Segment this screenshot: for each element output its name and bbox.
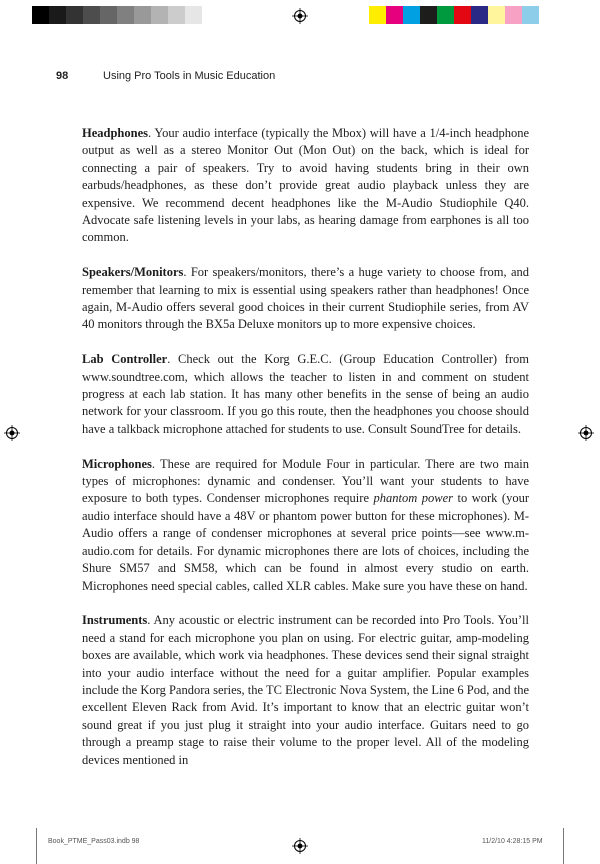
gray-swatch xyxy=(66,6,83,24)
gray-swatch xyxy=(185,6,202,24)
registration-mark-icon xyxy=(292,8,308,24)
gray-swatch xyxy=(202,6,219,24)
crop-mark xyxy=(563,828,564,864)
run-in-heading: Lab Controller xyxy=(82,352,168,367)
run-in-heading: Instruments xyxy=(82,613,148,628)
paragraph-text: . Your audio interface (typically the Mbox) will have a 1/4-inch headphone output as well as a stereo Monitor Out (Mon Out) on the back, which is ideal for connecting a pair of speakers. Try to avoid having students bring in their own earbuds/headphones, as these don’t provide great audio playback unless they are expensive. We recommend decent headphones like the M-Audio Studiophile Q40. Advocate safe listening levels in your labs, as hearing damage from earphones is all too common. xyxy=(82,126,529,245)
gray-swatch xyxy=(151,6,168,24)
color-swatch xyxy=(522,6,539,24)
color-swatch xyxy=(539,6,556,24)
paragraph-text: . For speakers/monitors, there’s a huge variety to choose from, and remember that learning to mix is essential using speakers rather than headphones! Once again, M-Audio offers several good choices in their current Studiophile series, from AV 40 monitors through the BX5a Deluxe monitors up to more expensive choices. xyxy=(82,265,529,332)
registration-mark-icon xyxy=(4,425,20,441)
paragraph-text: . These are required for Module Four in particular. There are two main types of microphones: dynamic and condenser. You’ll want your students to have exposure to both types. Condenser microphones require xyxy=(82,456,529,506)
paragraph-headphones xyxy=(82,125,529,247)
emphasized-term: phantom power xyxy=(373,491,453,506)
slug-date-info: 11/2/10 4:28:15 PM xyxy=(482,838,543,845)
grayscale-color-bar xyxy=(32,6,219,24)
color-swatch xyxy=(454,6,471,24)
paragraph-microphones xyxy=(82,456,529,595)
color-swatch xyxy=(488,6,505,24)
running-head xyxy=(56,70,546,86)
page-number: 98 xyxy=(56,70,69,82)
gray-swatch xyxy=(49,6,66,24)
color-swatch xyxy=(403,6,420,24)
run-in-heading: Microphones xyxy=(82,456,152,471)
paragraph-speakers-monitors xyxy=(82,264,529,334)
registration-mark-icon xyxy=(292,838,308,854)
paragraph-text: . Check out the Korg G.E.C. (Group Education Controller) from www.soundtree.com, which allows the teacher to listen in and comment on student progress at each lab station. It has many other benefits in the sense of being an audio network for your classroom. If you go this route, then the headphones you choose should have a talkback microphone attached for students to use. Consult SoundTree for details. xyxy=(82,352,529,436)
body-text xyxy=(82,125,529,786)
gray-swatch xyxy=(117,6,134,24)
color-swatch xyxy=(471,6,488,24)
paragraph-lab-controller xyxy=(82,351,529,438)
paragraph-text: . Any acoustic or electric instrument can be recorded into Pro Tools. You’ll need a stand for each microphone you plan on using. For electric guitar, amp-modeling boxes are available, which work via headphones. These devices send their signal straight into your audio interface without the need for a guitar amplifier. Popular examples include the Korg Pandora series, the TC Electronic Nova System, the Line 6 Pod, and the excellent Eleven Rack from Avid. It’s important to know that an electric guitar won’t sound great if you just plug it straight into your audio interface. Guitars need to go through a preamp stage to raise their volume to the proper level. All of the modeling devices mentioned in xyxy=(82,613,529,767)
crop-mark xyxy=(36,828,37,864)
color-swatch xyxy=(420,6,437,24)
color-swatch xyxy=(505,6,522,24)
running-title: Using Pro Tools in Music Education xyxy=(103,70,276,82)
registration-mark-icon xyxy=(578,425,594,441)
run-in-heading: Headphones xyxy=(82,126,148,140)
run-in-heading: Speakers/Monitors xyxy=(82,265,184,280)
color-swatch xyxy=(437,6,454,24)
slug-file-info: Book_PTME_Pass03.indb 98 xyxy=(48,838,140,845)
paragraph-instruments xyxy=(82,612,529,769)
gray-swatch xyxy=(32,6,49,24)
process-color-bar xyxy=(369,6,556,24)
gray-swatch xyxy=(100,6,117,24)
gray-swatch xyxy=(134,6,151,24)
gray-swatch xyxy=(168,6,185,24)
gray-swatch xyxy=(83,6,100,24)
color-swatch xyxy=(386,6,403,24)
color-swatch xyxy=(369,6,386,24)
paragraph-text: to work (your audio interface should have a 48V or phantom power button for these microphones). M-Audio offers a range of condenser microphones at several price points—see www.m-audio.com for details. For dynamic microphones there are lots of choices, including the Shure SM57 and SM58, which can be found in almost every studio on earth. Microphones need special cables, called XLR cables. Make sure you have these on hand. xyxy=(82,491,529,593)
